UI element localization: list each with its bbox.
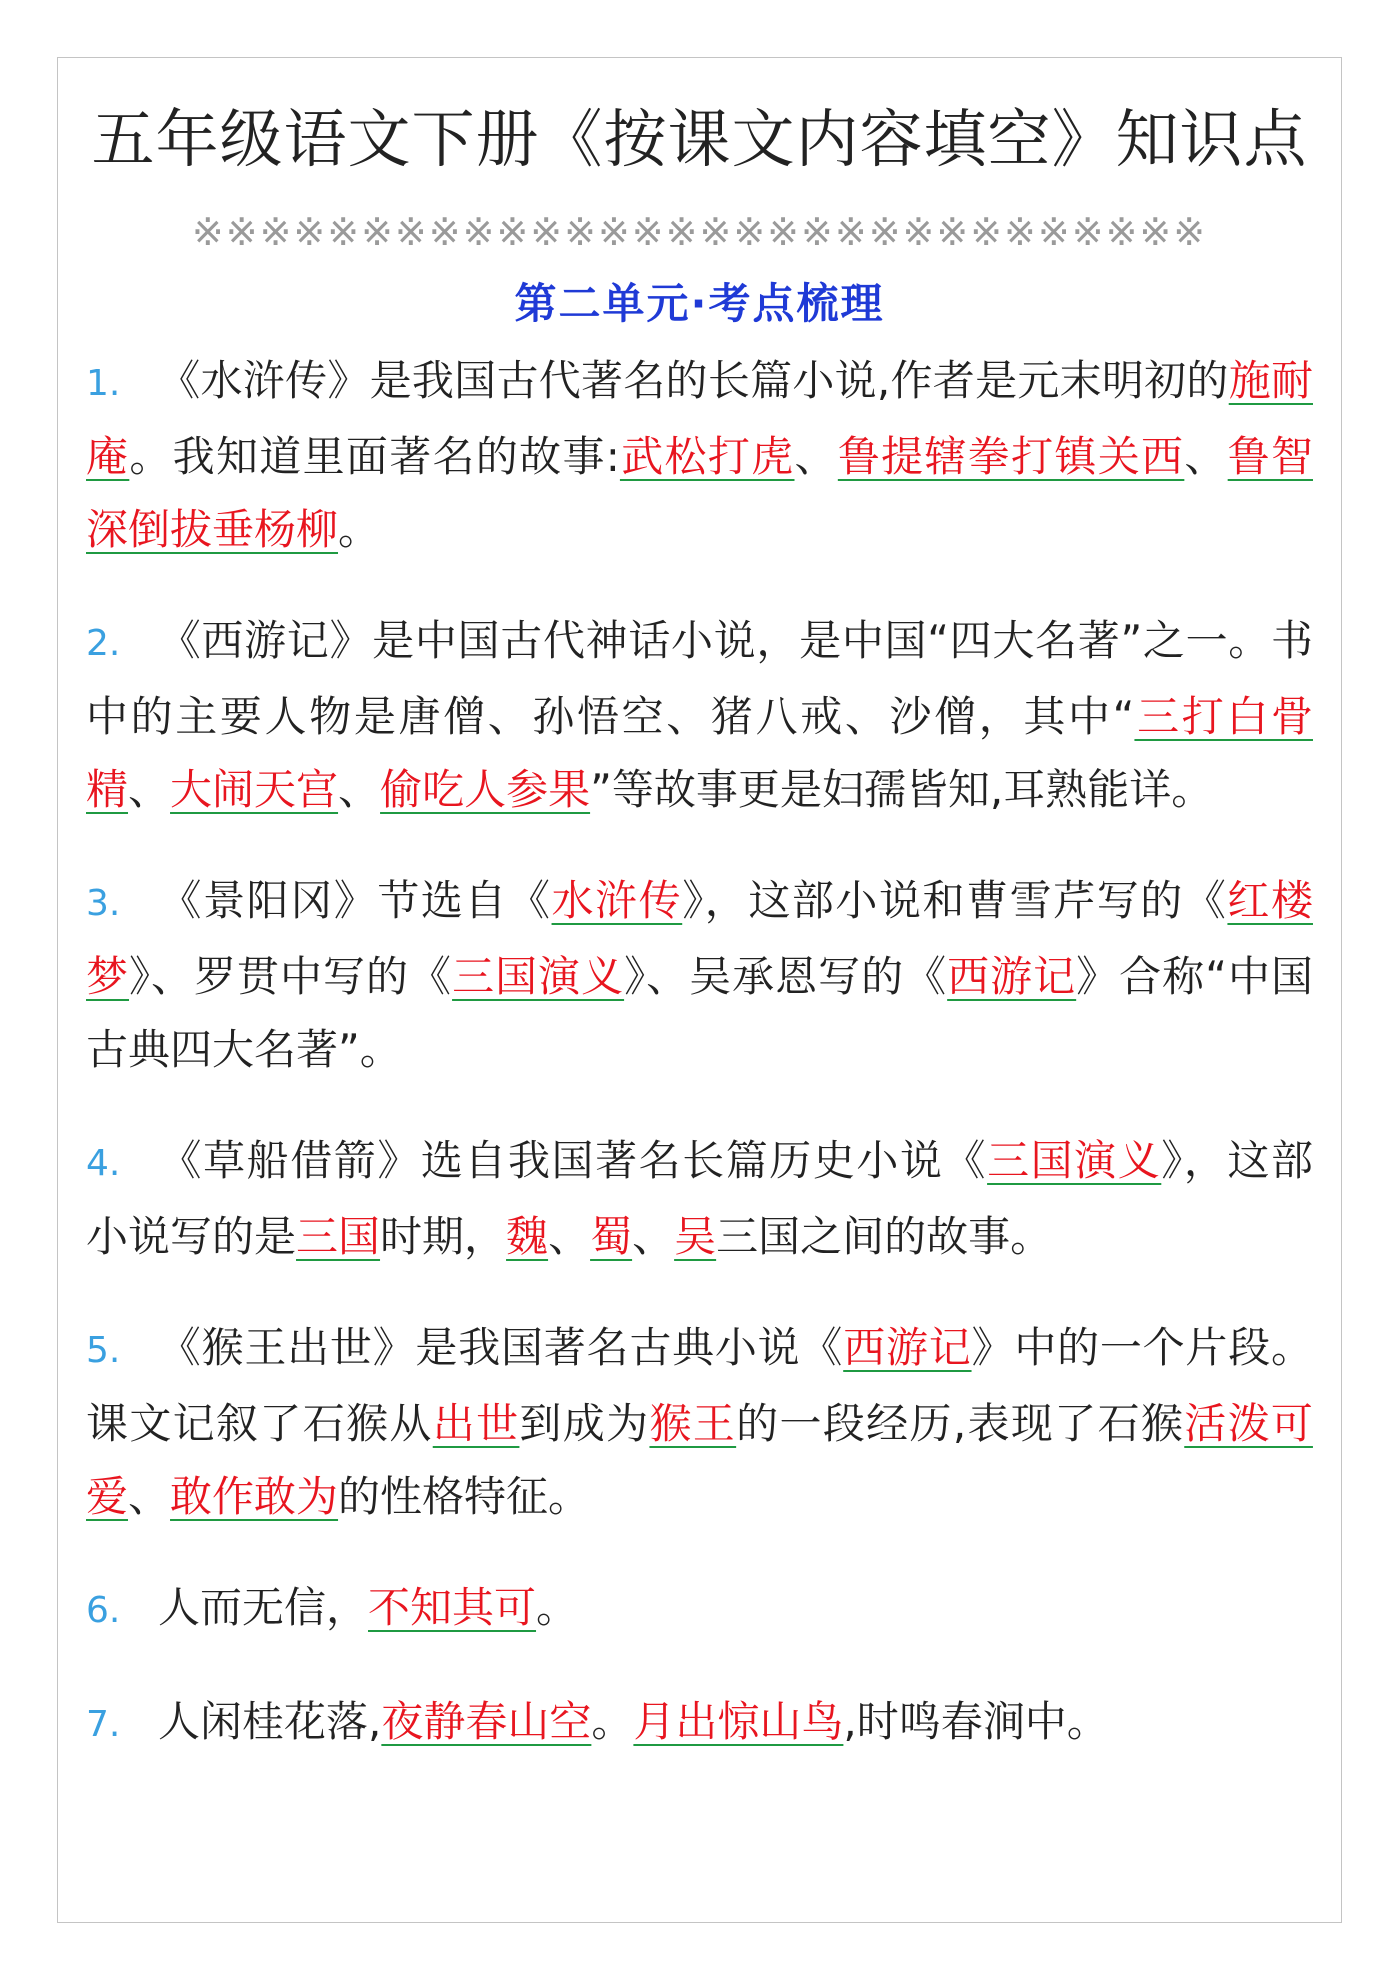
answer-blank: 出世: [432, 1399, 520, 1448]
item-text: 《景阳冈》节选自《: [158, 876, 552, 925]
answer-blank: 大闹天宫: [170, 765, 339, 814]
answer-blank: 施耐庵: [86, 356, 1313, 481]
item-number: 1.: [86, 363, 121, 404]
item-text: 的一段经历,表现了石猴: [736, 1399, 1185, 1448]
item-7: [86, 1685, 1313, 1761]
item-text: 》、罗贯中写的《: [129, 952, 453, 1001]
item-number: 3.: [86, 883, 121, 924]
answer-blank: 三国: [296, 1212, 381, 1261]
answer-blank: 蜀: [590, 1212, 633, 1261]
item-4: [86, 1124, 1313, 1273]
item-text: 《猴王出世》是我国著名古典小说《: [158, 1323, 844, 1372]
item-text: 、: [1184, 432, 1228, 481]
answer-blank: 三打白骨精: [86, 692, 1313, 814]
answer-blank: 西游记: [947, 952, 1077, 1001]
item-text: 》合称“中国古典四大名著”。: [86, 952, 1313, 1074]
item-text: 、: [128, 1472, 171, 1521]
item-text: 。: [338, 505, 381, 554]
item-text: 》中的一个片段。课文记叙了石猴从: [86, 1323, 1313, 1448]
item-text: 、: [128, 765, 171, 814]
item-text: 。: [591, 1697, 634, 1746]
item-1: [86, 344, 1313, 566]
item-text: 到成为: [519, 1399, 650, 1448]
answer-blank: 月出惊山鸟: [633, 1697, 844, 1746]
answer-blank: 武松打虎: [619, 432, 795, 481]
item-2: [86, 604, 1313, 826]
answer-blank: 敢作敢为: [170, 1472, 339, 1521]
answer-blank: 西游记: [843, 1323, 972, 1372]
answer-blank: 三国演义: [452, 952, 625, 1001]
item-text: 三国之间的故事。: [716, 1212, 1053, 1261]
item-text: 的性格特征。: [338, 1472, 591, 1521]
item-list: [86, 344, 1313, 1761]
item-text: 人而无信，: [158, 1583, 369, 1632]
item-text: 。我知道里面著名的故事:: [129, 432, 620, 481]
answer-blank: 不知其可: [368, 1583, 537, 1632]
item-text: 》，这部小说写的是: [86, 1136, 1313, 1261]
item-text: 时期，: [380, 1212, 507, 1261]
item-number: 7.: [86, 1704, 121, 1745]
item-text: 。: [536, 1583, 579, 1632]
item-text: 》，这部小说和曹雪芹写的《: [682, 876, 1228, 925]
item-text: 《水浒传》是我国古代著名的长篇小说,作者是元末明初的: [158, 356, 1229, 405]
document-frame: [57, 57, 1342, 1923]
item-text: 、: [338, 765, 381, 814]
answer-blank: 夜静春山空: [381, 1697, 592, 1746]
item-text: 、: [548, 1212, 591, 1261]
item-text: 《草船借箭》选自我国著名长篇历史小说《: [158, 1136, 988, 1185]
answer-blank: 三国演义: [987, 1136, 1162, 1185]
item-3: [86, 864, 1313, 1086]
item-number: 5.: [86, 1330, 121, 1371]
answer-blank: 活泼可爱: [86, 1399, 1313, 1521]
item-text: ,时鸣春涧中。: [843, 1697, 1109, 1746]
item-number: 4.: [86, 1143, 121, 1184]
page-title: 五年级语文下册《按课文内容填空》知识点: [91, 103, 1308, 176]
answer-blank: 鲁提辖拳打镇关西: [837, 432, 1185, 481]
answer-blank: 红楼梦: [86, 876, 1313, 1001]
answer-blank: 猴王: [649, 1399, 737, 1448]
item-6: [86, 1571, 1313, 1647]
answer-blank: 魏: [506, 1212, 549, 1261]
item-text: 》、吴承恩写的《: [624, 952, 948, 1001]
item-number: 2.: [86, 623, 121, 664]
item-number: 6.: [86, 1590, 121, 1631]
item-text: 《西游记》是中国古代神话小说，是中国“四大名著”之一。书中的主要人物是唐僧、孙悟空、猪八戒、沙僧，其中“: [86, 616, 1313, 741]
section-subtitle: 第二单元·考点梳理: [514, 279, 885, 328]
answer-blank: 吴: [674, 1212, 717, 1261]
item-text: 、: [794, 432, 838, 481]
item-text: 、: [632, 1212, 675, 1261]
answer-blank: 水浒传: [551, 876, 683, 925]
item-5: [86, 1311, 1313, 1533]
item-text: 人闲桂花落,: [158, 1697, 382, 1746]
answer-blank: 偷吃人参果: [380, 765, 591, 814]
answer-blank: 鲁智深倒拔垂杨柳: [86, 432, 1313, 554]
decorative-divider: ※※※※※※※※※※※※※※※※※※※※※※※※※※※※※※: [191, 210, 1208, 254]
item-text: ”等故事更是妇孺皆知,耳熟能详。: [590, 765, 1214, 814]
